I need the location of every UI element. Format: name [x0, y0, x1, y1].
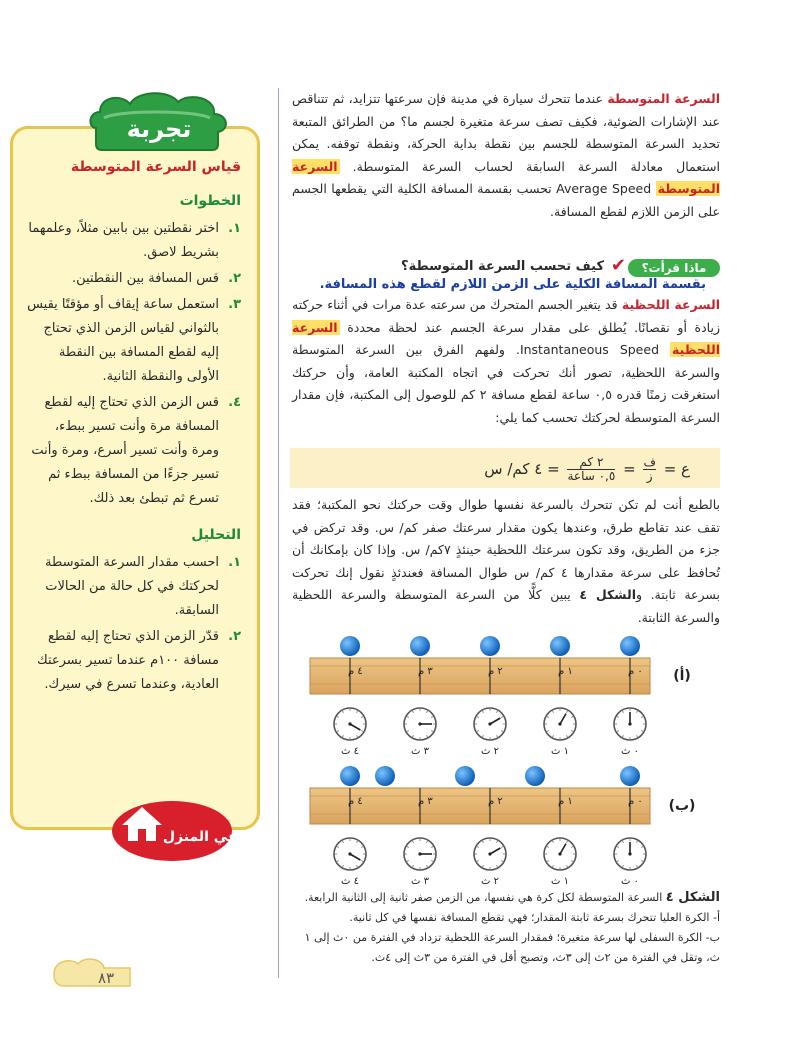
time-label-b-0: ٠ ث [621, 876, 639, 887]
home-label: في المنزل [162, 829, 238, 845]
mark-label-b-3: ٣ م [418, 796, 433, 807]
formula-eq: = [623, 460, 636, 478]
ball-a-0 [620, 636, 640, 656]
ball-a-2 [480, 636, 500, 656]
constant-speed-paragraph: بالطبع أنت لم تكن تتحرك بالسرعة نفسها طوال وقت حركتك نحو المكتبة؛ فقد تقف عند تقاطع طرق، وعندها يكون مقدار سرعتك صفر كم/ س. وقد تركض في جزء من الطريق، وقد تكون سرعتك اللحظية حينئذٍ ٧كم/ س. وإذا كان بإمكانك أن تُحافظ على سرعة مقدارها ٤ كم/ س طوال المسافة فعندئذٍ نقول إنك تحركت بسرعة ثابتة. والشكل ٤ يبين كلًّا من السرعة المتوسطة والسرعة اللحظية والسرعة الثابتة. [292, 497, 721, 625]
ball-a-4 [340, 636, 360, 656]
figure-ref: الشكل ٤ [579, 587, 636, 602]
inst-speed-paragraph: السرعة اللحظية قد يتغير الجسم المتحرك من سرعته عدة مرات في أثناء حركته زيادة أو نقصانًا. يُطلق على مقدار سرعة الجسم عند لحظة محددة السرعة اللحظية Instantaneous Speed. ولفهم الفرق بين السرعة المتوسطة والسرعة اللحظية، تصور أنك تحركت في اتجاه المكتبة العامة، وأن حركتك استغرقت زمنًا قدره ٠,٥ ساعة لقطع مسافة ٢ كم للوصول إلى المكتبة، فإن مقدار السرعة المتوسطة لحركتك تحسب كما يلي: [292, 297, 720, 425]
home-badge [108, 795, 238, 861]
step-item: ١. اختر نقطتين بين بابين مثلاً، وعلمهما بشريط لاصق. [28, 221, 241, 260]
avg-speed-section [292, 88, 720, 223]
checkmark-icon: ✔ [610, 255, 626, 276]
what-read-answer: بقسمة المسافة الكلية على الزمن اللازم لقطع هذه المسافة. [319, 277, 706, 292]
time-label-b-1: ١ ث [551, 876, 569, 887]
page-number [50, 954, 134, 994]
inst-speed-term: السرعة اللحظية [292, 319, 720, 357]
column-divider [278, 88, 279, 978]
ball-a-3 [410, 636, 430, 656]
step-item: ٣. استعمل ساعة إيقاف أو مؤقتًا يقيس بالثواني لقياس الزمن الذي تحتاج إليه لقطع المسافة بين النقطة الأولى والنقطة الثانية. [27, 297, 241, 384]
formula-result: = ٤ كم/ س [484, 460, 560, 478]
experiment-sidebar [10, 126, 260, 830]
experiment-heading: قياس السرعة المتوسطة [70, 159, 241, 175]
ball-b-1 [525, 766, 545, 786]
what-read-question: كيف تحسب السرعة المتوسطة؟ [401, 259, 604, 274]
mark-label-b-2: ٢ م [488, 796, 503, 807]
mark-label-a-3: ٣ م [418, 666, 433, 677]
analysis-item: ١. احسب مقدار السرعة المتوسطة لحركتك في كل حالة من الحالات السابقة. [45, 555, 241, 618]
ball-b-4 [340, 766, 360, 786]
formula-f2-num: ٢ كم [567, 456, 615, 470]
time-label-b-4: ٤ ث [341, 876, 359, 887]
formula-f1-den: ز [646, 469, 653, 483]
formula-result-svg [290, 454, 440, 482]
experiment-tab [86, 88, 232, 154]
time-label-b-2: ٢ ث [481, 876, 499, 887]
inst-speed-heading: السرعة اللحظية [621, 297, 720, 312]
mark-label-b-1: ١ م [558, 796, 573, 807]
row-label-a: (أ) [673, 668, 691, 684]
experiment-title: تجربة [126, 115, 192, 143]
row-label-b: (ب) [668, 798, 696, 814]
mark-label-a-1: ١ م [558, 666, 573, 677]
time-label-a-0: ٠ ث [621, 746, 639, 757]
caption-label: الشكل ٤ [665, 890, 720, 905]
time-label-a-4: ٤ ث [341, 746, 359, 757]
analysis-title: التحليل [191, 527, 241, 543]
formula-lhs: ع = [663, 460, 690, 478]
ball-b-2 [455, 766, 475, 786]
ball-b-0 [620, 766, 640, 786]
avg-speed-paragraph: السرعة المتوسطة عندما تتحرك سيارة في مدينة فإن سرعتها تتزايد، ثم تتناقص عند الإشارات الضوئية، فكيف تصف سرعة متغيرة لجسم ما؟ من الطرائق المتبعة تحديد السرعة المتوسطة للجسم بين نقطة بداية الحركة، ونقطة توقفه. يمكن استعمال معادلة السرعة السابقة لحساب السرعة المتوسطة. السرعة المتوسطة Average Speed تحسب بقسمة المسافة الكلية التي يقطعها الجسم على الزمن اللازم لقطع المسافة. [292, 91, 720, 219]
ball-a-1 [550, 636, 570, 656]
time-label-a-1: ١ ث [551, 746, 569, 757]
ball-b-3 [375, 766, 395, 786]
analysis-item: ٢. قدّر الزمن الذي تحتاج إليه لقطع مسافة ١٠٠م عندما تسير بسرعتك العادية، وعندما تسرع في سيرك. [36, 629, 241, 692]
inst-speed-section [292, 294, 720, 429]
mark-label-a-2: ٢ م [488, 666, 503, 677]
caption-line1: السرعة المتوسطة لكل كرة هي نفسها، من الزمن صفر ثانية إلى الثانية الرابعة. [304, 891, 663, 904]
figure-4 [290, 630, 720, 887]
time-label-a-2: ٢ ث [481, 746, 499, 757]
caption-line2: أ- الكرة العليا تتحرك بسرعة ثابتة المقدار؛ فهي تقطع المسافة نفسها في كل ثانية. [349, 911, 720, 924]
experiment-content [25, 159, 241, 713]
avg-speed-heading: السرعة المتوسطة [607, 91, 720, 106]
mark-label-a-0: ٠ م [628, 666, 643, 677]
caption-line3: ب- الكرة السفلى لها سرعة متغيرة؛ فمقدار السرعة اللحظية تزداد في الفترة من ٠ث إلى ١ ث، وتقل في الفترة من ٢ث إلى ٣ث، وتصبح أقل في الفترة من ٣ث إلى ٤ث. [304, 931, 720, 964]
step-item: ٢. قس المسافة بين النقطتين. [71, 271, 241, 286]
speed-formula [290, 448, 720, 488]
analysis-list [25, 551, 241, 697]
time-label-b-3: ٣ ث [411, 876, 429, 887]
steps-list [25, 217, 241, 511]
figure-caption [292, 888, 720, 968]
page-number-text: ٨٣ [97, 969, 115, 987]
row-b [310, 766, 695, 887]
what-read-badge: ماذا قرأت؟ [628, 259, 720, 277]
formula-f2-den: ٠,٥ ساعة [567, 469, 616, 483]
mark-label-a-4: ٤ م [348, 666, 363, 677]
row-a [310, 636, 691, 757]
mark-label-b-0: ٠ م [628, 796, 643, 807]
time-label-a-3: ٣ ث [411, 746, 429, 757]
constant-speed-section [292, 494, 720, 629]
steps-title: الخطوات [179, 193, 241, 209]
formula-f1-num: ف [643, 455, 656, 469]
mark-label-b-4: ٤ م [348, 796, 363, 807]
avg-speed-term: السرعة المتوسطة [292, 158, 720, 196]
step-item: ٤. قس الزمن الذي تحتاج إليه لقطع المسافة مرة وأنت تسير ببطء، ومرة وأنت تسير أسرع، ومرة وأنت تسير جزءًا من المسافة ببطء ثم تسرع ثم تبطئ بعد ذلك. [31, 395, 241, 506]
